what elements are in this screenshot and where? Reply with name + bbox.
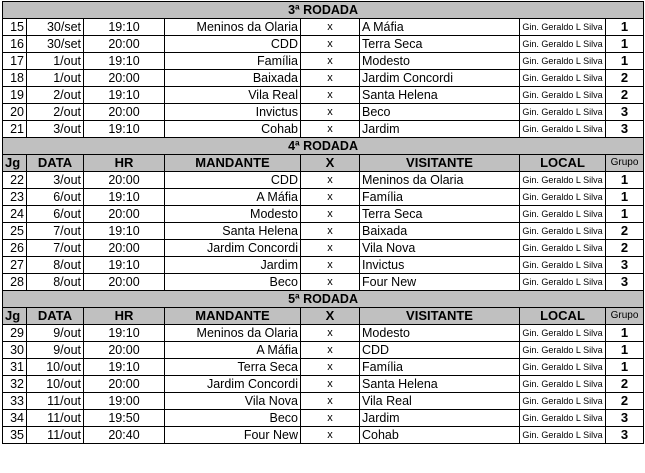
cell-grupo: 2	[606, 376, 644, 393]
cell-grupo: 2	[606, 393, 644, 410]
cell-local: Gin. Geraldo L Silva	[520, 342, 606, 359]
cell-mandante: Modesto	[165, 206, 301, 223]
header-grupo: Grupo	[606, 155, 644, 172]
cell-local: Gin. Geraldo L Silva	[520, 189, 606, 206]
cell-jg: 17	[3, 53, 27, 70]
round-title-row	[3, 2, 644, 19]
game-row	[3, 206, 644, 223]
header-hr: HR	[84, 308, 165, 325]
cell-grupo: 1	[606, 189, 644, 206]
cell-local: Gin. Geraldo L Silva	[520, 104, 606, 121]
cell-x: x	[301, 19, 360, 36]
cell-visitante: Vila Nova	[360, 240, 520, 257]
cell-x: x	[301, 172, 360, 189]
cell-local: Gin. Geraldo L Silva	[520, 325, 606, 342]
cell-data: 10/out	[27, 359, 84, 376]
cell-data: 1/out	[27, 70, 84, 87]
cell-mandante: Santa Helena	[165, 223, 301, 240]
game-row	[3, 240, 644, 257]
cell-data: 10/out	[27, 376, 84, 393]
cell-local: Gin. Geraldo L Silva	[520, 36, 606, 53]
cell-data: 8/out	[27, 274, 84, 291]
cell-mandante: Cohab	[165, 121, 301, 138]
cell-local: Gin. Geraldo L Silva	[520, 240, 606, 257]
cell-data: 3/out	[27, 172, 84, 189]
cell-grupo: 2	[606, 240, 644, 257]
cell-jg: 35	[3, 427, 27, 444]
cell-visitante: Terra Seca	[360, 36, 520, 53]
cell-local: Gin. Geraldo L Silva	[520, 53, 606, 70]
cell-jg: 22	[3, 172, 27, 189]
cell-data: 11/out	[27, 393, 84, 410]
cell-mandante: Baixada	[165, 70, 301, 87]
round-title: 3ª RODADA	[3, 2, 644, 19]
cell-visitante: Beco	[360, 104, 520, 121]
cell-jg: 20	[3, 104, 27, 121]
cell-data: 7/out	[27, 223, 84, 240]
cell-hr: 20:00	[84, 70, 165, 87]
cell-local: Gin. Geraldo L Silva	[520, 274, 606, 291]
cell-local: Gin. Geraldo L Silva	[520, 206, 606, 223]
cell-visitante: Meninos da Olaria	[360, 172, 520, 189]
cell-x: x	[301, 70, 360, 87]
cell-data: 9/out	[27, 342, 84, 359]
cell-visitante: Família	[360, 189, 520, 206]
cell-data: 11/out	[27, 427, 84, 444]
cell-hr: 20:00	[84, 342, 165, 359]
cell-mandante: CDD	[165, 172, 301, 189]
cell-data: 1/out	[27, 53, 84, 70]
cell-hr: 19:10	[84, 325, 165, 342]
cell-local: Gin. Geraldo L Silva	[520, 223, 606, 240]
round-title: 5ª RODADA	[3, 291, 644, 308]
cell-data: 30/set	[27, 36, 84, 53]
cell-hr: 19:50	[84, 410, 165, 427]
cell-data: 11/out	[27, 410, 84, 427]
cell-hr: 19:10	[84, 53, 165, 70]
cell-grupo: 3	[606, 427, 644, 444]
cell-hr: 20:00	[84, 36, 165, 53]
cell-local: Gin. Geraldo L Silva	[520, 359, 606, 376]
cell-x: x	[301, 342, 360, 359]
cell-local: Gin. Geraldo L Silva	[520, 121, 606, 138]
game-row	[3, 121, 644, 138]
header-jg: Jg	[3, 155, 27, 172]
cell-mandante: Família	[165, 53, 301, 70]
game-row	[3, 342, 644, 359]
cell-hr: 20:00	[84, 240, 165, 257]
cell-hr: 20:00	[84, 172, 165, 189]
header-grupo: Grupo	[606, 308, 644, 325]
cell-mandante: A Máfia	[165, 342, 301, 359]
header-jg: Jg	[3, 308, 27, 325]
cell-visitante: Four New	[360, 274, 520, 291]
cell-grupo: 3	[606, 104, 644, 121]
cell-visitante: Cohab	[360, 427, 520, 444]
cell-local: Gin. Geraldo L Silva	[520, 87, 606, 104]
cell-jg: 25	[3, 223, 27, 240]
cell-grupo: 3	[606, 410, 644, 427]
cell-grupo: 1	[606, 53, 644, 70]
round-title: 4ª RODADA	[3, 138, 644, 155]
game-row	[3, 325, 644, 342]
schedule-body	[3, 2, 644, 444]
game-row	[3, 36, 644, 53]
cell-grupo: 3	[606, 274, 644, 291]
cell-jg: 30	[3, 342, 27, 359]
cell-local: Gin. Geraldo L Silva	[520, 427, 606, 444]
cell-hr: 19:10	[84, 223, 165, 240]
cell-visitante: Terra Seca	[360, 206, 520, 223]
cell-visitante: A Máfia	[360, 19, 520, 36]
cell-x: x	[301, 53, 360, 70]
cell-x: x	[301, 393, 360, 410]
cell-data: 3/out	[27, 121, 84, 138]
cell-jg: 23	[3, 189, 27, 206]
cell-visitante: Santa Helena	[360, 376, 520, 393]
cell-x: x	[301, 36, 360, 53]
cell-grupo: 1	[606, 36, 644, 53]
cell-jg: 24	[3, 206, 27, 223]
cell-x: x	[301, 410, 360, 427]
cell-jg: 34	[3, 410, 27, 427]
cell-jg: 18	[3, 70, 27, 87]
cell-hr: 20:40	[84, 427, 165, 444]
cell-mandante: Four New	[165, 427, 301, 444]
cell-jg: 32	[3, 376, 27, 393]
cell-grupo: 2	[606, 70, 644, 87]
cell-mandante: Beco	[165, 274, 301, 291]
cell-jg: 15	[3, 19, 27, 36]
cell-jg: 31	[3, 359, 27, 376]
cell-local: Gin. Geraldo L Silva	[520, 19, 606, 36]
cell-jg: 29	[3, 325, 27, 342]
cell-x: x	[301, 121, 360, 138]
header-visitante: VISITANTE	[360, 155, 520, 172]
cell-local: Gin. Geraldo L Silva	[520, 376, 606, 393]
cell-data: 7/out	[27, 240, 84, 257]
header-x: X	[301, 155, 360, 172]
cell-mandante: Terra Seca	[165, 359, 301, 376]
game-row	[3, 70, 644, 87]
header-mandante: MANDANTE	[165, 155, 301, 172]
cell-visitante: Jardim Concordi	[360, 70, 520, 87]
game-row	[3, 274, 644, 291]
cell-grupo: 2	[606, 87, 644, 104]
header-hr: HR	[84, 155, 165, 172]
cell-data: 6/out	[27, 189, 84, 206]
header-x: X	[301, 308, 360, 325]
game-row	[3, 19, 644, 36]
header-row	[3, 308, 644, 325]
cell-visitante: Modesto	[360, 325, 520, 342]
cell-mandante: Jardim Concordi	[165, 376, 301, 393]
cell-mandante: Beco	[165, 410, 301, 427]
cell-visitante: Jardim	[360, 410, 520, 427]
cell-hr: 19:10	[84, 359, 165, 376]
cell-mandante: A Máfia	[165, 189, 301, 206]
cell-jg: 28	[3, 274, 27, 291]
cell-mandante: Vila Real	[165, 87, 301, 104]
game-row	[3, 376, 644, 393]
cell-grupo: 1	[606, 342, 644, 359]
header-local: LOCAL	[520, 155, 606, 172]
game-row	[3, 87, 644, 104]
cell-jg: 27	[3, 257, 27, 274]
cell-x: x	[301, 376, 360, 393]
cell-hr: 20:00	[84, 376, 165, 393]
cell-mandante: Jardim Concordi	[165, 240, 301, 257]
cell-hr: 20:00	[84, 104, 165, 121]
cell-jg: 33	[3, 393, 27, 410]
cell-local: Gin. Geraldo L Silva	[520, 172, 606, 189]
cell-grupo: 1	[606, 206, 644, 223]
cell-x: x	[301, 240, 360, 257]
cell-data: 8/out	[27, 257, 84, 274]
cell-mandante: Meninos da Olaria	[165, 19, 301, 36]
cell-hr: 19:10	[84, 87, 165, 104]
game-row	[3, 53, 644, 70]
cell-visitante: Baixada	[360, 223, 520, 240]
game-row	[3, 223, 644, 240]
cell-x: x	[301, 87, 360, 104]
game-row	[3, 393, 644, 410]
cell-visitante: CDD	[360, 342, 520, 359]
cell-visitante: Invictus	[360, 257, 520, 274]
cell-local: Gin. Geraldo L Silva	[520, 393, 606, 410]
header-data: DATA	[27, 155, 84, 172]
cell-grupo: 1	[606, 172, 644, 189]
header-local: LOCAL	[520, 308, 606, 325]
cell-visitante: Família	[360, 359, 520, 376]
header-data: DATA	[27, 308, 84, 325]
cell-jg: 19	[3, 87, 27, 104]
cell-data: 2/out	[27, 87, 84, 104]
cell-x: x	[301, 427, 360, 444]
cell-x: x	[301, 359, 360, 376]
cell-x: x	[301, 274, 360, 291]
cell-x: x	[301, 325, 360, 342]
game-row	[3, 410, 644, 427]
header-mandante: MANDANTE	[165, 308, 301, 325]
cell-x: x	[301, 257, 360, 274]
cell-mandante: Meninos da Olaria	[165, 325, 301, 342]
round-title-row	[3, 138, 644, 155]
schedule-table	[2, 1, 644, 444]
cell-hr: 19:10	[84, 189, 165, 206]
cell-jg: 26	[3, 240, 27, 257]
cell-data: 9/out	[27, 325, 84, 342]
cell-grupo: 3	[606, 121, 644, 138]
cell-grupo: 1	[606, 19, 644, 36]
cell-x: x	[301, 189, 360, 206]
cell-hr: 19:10	[84, 19, 165, 36]
cell-jg: 16	[3, 36, 27, 53]
cell-local: Gin. Geraldo L Silva	[520, 70, 606, 87]
cell-mandante: CDD	[165, 36, 301, 53]
game-row	[3, 359, 644, 376]
cell-grupo: 1	[606, 325, 644, 342]
cell-visitante: Jardim	[360, 121, 520, 138]
cell-local: Gin. Geraldo L Silva	[520, 257, 606, 274]
cell-jg: 21	[3, 121, 27, 138]
cell-mandante: Vila Nova	[165, 393, 301, 410]
cell-data: 6/out	[27, 206, 84, 223]
game-row	[3, 189, 644, 206]
cell-data: 2/out	[27, 104, 84, 121]
cell-x: x	[301, 104, 360, 121]
cell-mandante: Jardim	[165, 257, 301, 274]
cell-hr: 19:00	[84, 393, 165, 410]
cell-local: Gin. Geraldo L Silva	[520, 410, 606, 427]
game-row	[3, 172, 644, 189]
header-visitante: VISITANTE	[360, 308, 520, 325]
cell-visitante: Santa Helena	[360, 87, 520, 104]
game-row	[3, 427, 644, 444]
round-title-row	[3, 291, 644, 308]
cell-grupo: 1	[606, 359, 644, 376]
cell-hr: 19:10	[84, 257, 165, 274]
cell-x: x	[301, 223, 360, 240]
cell-hr: 20:00	[84, 206, 165, 223]
cell-mandante: Invictus	[165, 104, 301, 121]
cell-hr: 19:10	[84, 121, 165, 138]
cell-grupo: 2	[606, 223, 644, 240]
cell-visitante: Vila Real	[360, 393, 520, 410]
cell-x: x	[301, 206, 360, 223]
cell-grupo: 3	[606, 257, 644, 274]
game-row	[3, 104, 644, 121]
cell-data: 30/set	[27, 19, 84, 36]
cell-hr: 20:00	[84, 274, 165, 291]
header-row	[3, 155, 644, 172]
cell-visitante: Modesto	[360, 53, 520, 70]
game-row	[3, 257, 644, 274]
